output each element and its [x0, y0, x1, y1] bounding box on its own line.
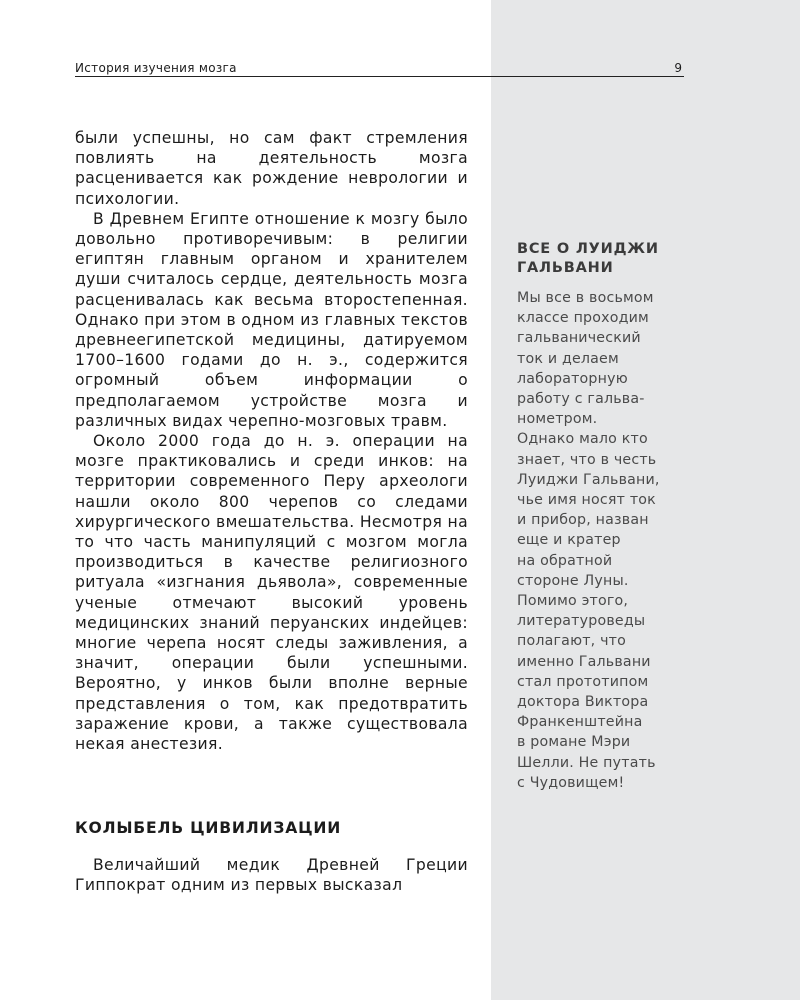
running-title: История изучения мозга	[75, 61, 237, 75]
sidebar-heading: ВСЕ О ЛУИДЖИ ГАЛЬВАНИ	[517, 241, 659, 276]
sidebar-line: лабораторную	[517, 370, 628, 387]
sidebar-line: ток и делаем	[517, 350, 619, 367]
sidebar-line: еще и кратер	[517, 532, 621, 549]
sidebar-line: в романе Мэри	[517, 734, 631, 751]
sidebar-line: работу с гальва-	[517, 391, 645, 408]
sidebar-line: стал прототипом	[517, 673, 649, 690]
paragraph-incas: Около 2000 года до н. э. операции на мозге практиковались и среди инков: на территории современного Перу археологи нашли около 800 черепов со следами хирургического вмешательства. Несмотря на то что часть манипуляций с мозгом могла производиться в качестве религиозного ритуала «изгнания дьявола», современные ученые отмечают высокий уровень медицинских знаний перуанских индейцев: многие черепа носят следы заживления, а значит, операции были успешными. Вероятно, у инков были вполне верные представления о том, как предотвратить заражение крови, а также существовала некая анестезия.	[75, 432, 468, 754]
section-heading: КОЛЫБЕЛЬ ЦИВИЛИЗАЦИИ	[75, 819, 342, 837]
running-header	[75, 61, 684, 77]
sidebar-line: Мы все в восьмом	[517, 290, 654, 306]
sidebar-line: и прибор, назван	[517, 512, 649, 529]
sidebar-line: доктора Виктора	[517, 694, 649, 711]
sidebar-line: чье имя носят ток	[517, 492, 656, 509]
sidebar-box	[517, 240, 689, 793]
sidebar-line: Луиджи Гальвани,	[517, 471, 660, 488]
sidebar-line: с Чудовищем!	[517, 774, 625, 791]
main-text-column	[75, 128, 468, 754]
sidebar-line: классе проходим	[517, 310, 649, 327]
sidebar-line: Шелли. Не путать	[517, 754, 656, 771]
sidebar-line: на обратной	[517, 552, 613, 569]
sidebar-line: Франкенштейна	[517, 714, 643, 731]
sidebar-line: гальванический	[517, 330, 641, 347]
sidebar-line: именно Гальвани	[517, 653, 651, 670]
sidebar-line: Однако мало кто	[517, 431, 648, 448]
sidebar-line: стороне Луны.	[517, 572, 629, 589]
paragraph-egypt: В Древнем Египте отношение к мозгу было довольно противоречивым: в религии египтян главным органом и хранителем души считалось сердце, деятельность мозга расценивалась как весьма второстепенная. Однако при этом в одном из главных текстов древнеегипетской медицины, датируемом 1700–1600 годами до н. э., содержится огромный объем информации о предполагаемом устройстве мозга и различных видах черепно-мозговых травм.	[75, 209, 468, 430]
sidebar-line: нометром.	[517, 411, 598, 428]
sidebar-line: полагают, что	[517, 633, 627, 650]
sidebar-line: литературоведы	[517, 613, 646, 630]
sidebar-text	[517, 288, 689, 793]
sidebar-line: знает, что в честь	[517, 451, 657, 468]
sidebar-line: Помимо этого,	[517, 593, 629, 610]
paragraph-1: были успешны, но сам факт стремления повлиять на деятельность мозга расценивается как рождение неврологии и психологии.	[75, 129, 468, 208]
page-number: 9	[674, 61, 682, 75]
paragraph-greece: Величайший медик Древней Греции Гиппократ одним из первых высказал	[75, 856, 468, 895]
